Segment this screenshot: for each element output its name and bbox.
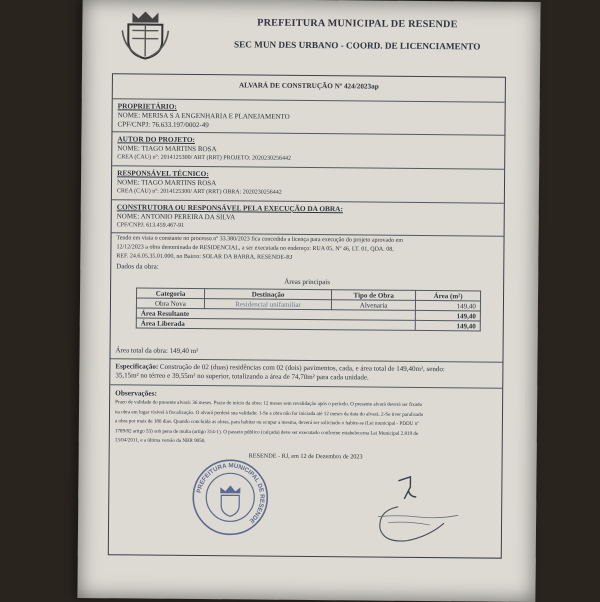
proprietario-name: NOME: MERISA S A ENGENHARIA E PLANEJAMENTO bbox=[117, 111, 290, 121]
col-header-tipo: Tipo de Obra bbox=[332, 290, 416, 301]
areas-table bbox=[136, 287, 481, 331]
local-data: RESENDE - RJ, em 12 de Dezembro de 2023 bbox=[248, 452, 363, 461]
construtora-name: NOME: ANTONIO PEREIRA DA SILVA bbox=[116, 212, 236, 222]
construtora-doc: CPF/CNPJ: 613.459.467-91 bbox=[116, 222, 185, 229]
cell-resultante-value: 149,40 bbox=[416, 310, 481, 321]
especificacao bbox=[115, 362, 499, 383]
observacoes-label: Observações: bbox=[115, 388, 157, 398]
stamp-text: PREFEITURA MUNICIPAL DE RESENDE bbox=[195, 462, 266, 525]
divider bbox=[110, 384, 502, 388]
municipal-seal-stamp-icon bbox=[190, 457, 271, 538]
document-header bbox=[82, 0, 541, 72]
col-header-categoria: Categoria bbox=[137, 288, 205, 299]
proprietario-doc: CPF/CNPJ: 76.633.197/0002-49 bbox=[117, 120, 209, 130]
cell-tipo: Alvenaria bbox=[332, 300, 416, 311]
autor-label: AUTOR DO PROJETO: bbox=[117, 134, 196, 144]
observacoes-text: Prazo de validade do presente alvará: 36 meses. Prazo de início da obra: 12 meses sem revalidação após o período. O presente alvará deverá ser fixado na obra em lugar visível à fiscalização. O alvará perderá sua validade: 1-Se a obra não for iniciada até 12 meses da data do alvará. 2-Se tiver paralisado a obra por mais de 180 dias. Quando concluída as obras, para habitar ou ocupar a mesma, deverá ser solicitado o habite-se (Lei municipal - PDDU nº 1789/82 artigo 53) sob pena de multa (artigo 314-1). O passeio público (calçada) deve ser executado conforme estabelecerna Lei Municipal 2.819 de 13/04/2011, e a última versão da NBR 9050. bbox=[114, 399, 424, 445]
table-row-liberada bbox=[136, 318, 480, 331]
header-title: PREFEITURA MUNICIPAL DE RESENDE bbox=[257, 17, 458, 31]
cell-area: 149,40 bbox=[416, 300, 481, 311]
responsavel-crea: CREA (CAU) nº: 2014125300/ ART (RRT) OBRA: 2020230256442 bbox=[116, 188, 282, 196]
alvara-title: ALVARÁ DE CONSTRUÇÃO Nº 424/2023ap bbox=[238, 81, 379, 91]
document-page bbox=[77, 0, 540, 602]
col-header-destinacao: Destinação bbox=[205, 289, 332, 300]
svg-text:PREFEITURA MUNICIPAL DE RESEND bbox=[195, 462, 265, 525]
cell-destinacao: Residencial unifamiliar bbox=[204, 299, 331, 310]
proprietario-label: PROPRIETÁRIO: bbox=[117, 101, 177, 111]
cell-liberada-value: 149,40 bbox=[415, 320, 480, 331]
cell-liberada-label: Área Liberada bbox=[136, 318, 415, 330]
header-subtitle: SEC MUN DES URBANO - COORD. DE LICENCIAMENTO bbox=[233, 39, 481, 52]
responsavel-name: NOME: TIAGO MARTINS ROSA bbox=[116, 178, 217, 188]
especificacao-text: Construção de 02 (duas) residências com 02 (dois) pavimentos, cada, e área total de 149,40m², sendo: 35,15m² no térreo e 39,55m² no superior, totalizando a área de 74,70m² para cada unidade. bbox=[115, 362, 445, 382]
responsavel-label: RESPONSÁVEL TÉCNICO: bbox=[117, 168, 209, 179]
areas-title: Áreas principais bbox=[284, 277, 331, 287]
handwritten-signature-icon bbox=[358, 470, 469, 551]
cell-resultante-label: Área Resultante bbox=[136, 308, 415, 320]
city-coat-of-arms-icon bbox=[120, 8, 170, 60]
autor-name: NOME: TIAGO MARTINS ROSA bbox=[117, 144, 217, 154]
autor-crea: CREA (CAU) nº: 2014125300/ ART (RRT) PROJETO: 2020230256442 bbox=[117, 154, 292, 162]
especificacao-label: Especificação: bbox=[115, 362, 159, 371]
dados-label: Dados da obra: bbox=[116, 262, 159, 271]
area-total: Área total da obra: 149,40 m² bbox=[115, 346, 199, 356]
cell-categoria: Obra Nova bbox=[136, 298, 204, 309]
col-header-area: Área (m²) bbox=[416, 290, 481, 301]
concessao-text: Tendo em vista o constante no processo nº 33.380/2023 fica concedida a licença para execução do projeto aprovado em 12/12/2023 a obra denominada de RESIDENCIAL, a ser executada no endereço: RUA 05, Nº 46, LT. 01, QDA. 08, REF. 24.6.05.35.01.000, no Bairro: SOLAR DA BARRA, RESENDE-RJ bbox=[116, 235, 404, 261]
construtora-label: CONSTRUTORA OU RESPONSÁVEL PELA EXECUÇÃO DA OBRA: bbox=[116, 202, 343, 214]
